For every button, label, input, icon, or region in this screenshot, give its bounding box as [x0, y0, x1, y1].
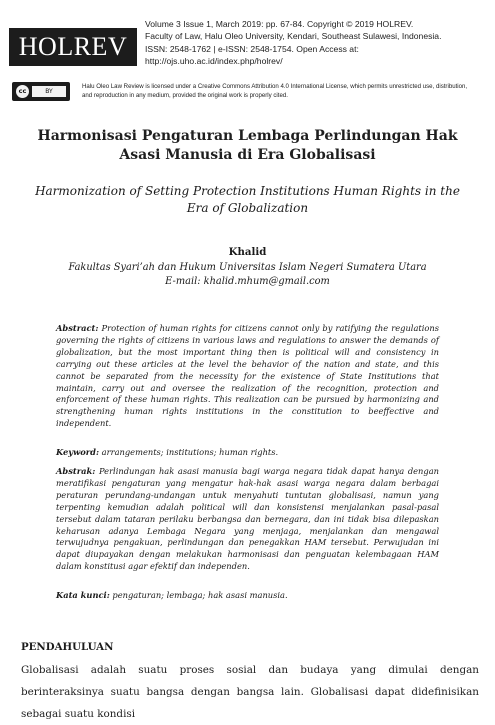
keywords-text: arrangements; institutions; human rights.	[99, 447, 279, 457]
journal-logo: HOLREV	[9, 28, 137, 66]
license-row	[12, 80, 482, 102]
keywords-label: Keyword:	[56, 447, 100, 457]
license-text: Halu Oleo Law Review is licensed under a Creative Commons Attribution 4.0 International License, which permits unrestricted use, distribution, and reproduction in any medium, provided the original work is properly cited.	[82, 83, 468, 99]
affiliation-text: Fakultas Syari’ah dan Hukum Universitas Islam Negeri Sumatera Utara	[68, 262, 427, 273]
intro-paragraph: Globalisasi adalah suatu proses sosial dan budaya yang dimulai dengan berinteraksinya suatu bangsa dengan bangsa lain. Globalisasi dapat didefinisikan sebagai suatu kondisi	[21, 664, 479, 720]
keywords-english	[56, 447, 439, 459]
abstract-label: Abstract:	[56, 323, 99, 333]
article-title-english: Harmonization of Setting Protection Institutions Human Rights in the Era of Globalization	[35, 184, 460, 215]
cc-icon: cc	[16, 85, 29, 98]
cc-license-badge[interactable]	[12, 82, 70, 101]
abstrak-label: Abstrak:	[56, 466, 96, 476]
keywords-indonesian	[56, 590, 439, 602]
article-title: Harmonisasi Pengaturan Lembaga Perlindungan Hak Asasi Manusia di Era Globalisasi	[37, 128, 458, 163]
author-name: Khalid	[228, 246, 267, 258]
abstract-english	[56, 323, 439, 430]
abstrak-text: Perlindungan hak asasi manusia bagi warga negara tidak dapat hanya dengan meratifikasi pengaturan yang mengatur hak-hak asasi warga negara dalam berbagai peraturan perundang-undangan untuk menyahuti tuntutan globalisasi, namun yang terpenting kemudian adalah political will dan konsistensi menjalankan pasal-pasal tersebut dalam tataran perilaku berbangsa dan bernegara, dan ini tidak bisa dilepaskan keharusan adanya Lembaga Negara yang menjaga, menjalankan dan mengawal terwujudnya pengakuan, perlindungan dan penegakkan HAM tersebut. Perwujudan ini dapat diupayakan dengan melakukan harmonisasi dan penguatan kelembagaan HAM dalam konstitusi agar efektif dan independen.	[56, 466, 439, 572]
kata-kunci-label: Kata kunci:	[56, 590, 110, 600]
author-affiliation	[25, 261, 470, 289]
by-attribution-icon: BY	[32, 86, 66, 97]
kata-kunci-text: pengaturan; lembaga; hak asasi manusia.	[109, 590, 288, 600]
author-email[interactable]: E-mail: khalid.mhum@gmail.com	[165, 276, 330, 287]
journal-info: Volume 3 Issue 1, March 2019: pp. 67-84. Copyright © 2019 HOLREV. Faculty of Law, Halu Oleo University, Kendari, Southeast Sulawesi, Indonesia. ISSN: 2548-1762 | e-ISSN: 2548-1754. Open Access at: http://ojs.uho.ac.id/index.php/holrev/	[145, 19, 442, 66]
abstract-indonesian	[56, 466, 439, 573]
section-heading: PENDAHULUAN	[21, 641, 114, 653]
abstract-text: Protection of human rights for citizens cannot only by ratifying the regulations governing the rights of citizens in various laws and regulations to answer the demands of globalization, but the most important thing then is political will and consistency in carrying out these articles at the level the behavior of the nation and state, and this cannot be separated from the necessity for the existence of State Institutions that maintain, carry out and oversee the realization of the recognition, protection and enforcement of these human rights. This realization can be pursued by harmonizing and strengthening human rights institutions in the constitution to beeffective and independent.	[56, 323, 439, 429]
